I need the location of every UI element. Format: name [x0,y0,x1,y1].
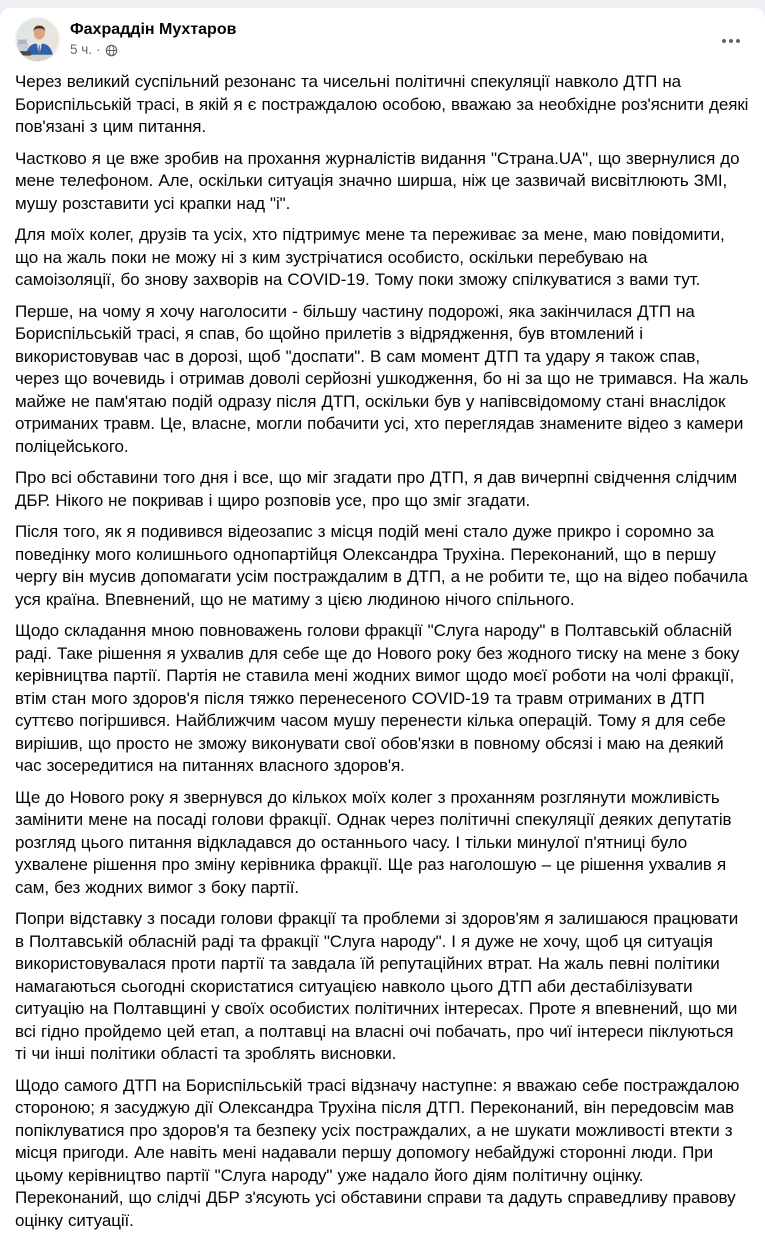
post-paragraph: Частково я це вже зробив на прохання журналістів видання "Страна.UA", що звернулися до мене телефоном. Але, оскільки ситуація значно ширша, ніж це зазвичай висвітлюють ЗМІ, мушу розставити усі крапки над "і". [15,148,740,213]
post-paragraph: Через великий суспільний резонанс та чисельні політичні спекуляції навколо ДТП на Бориспільській трасі, в якій я є постраждалою особою, вважаю за необхідне роз'яснити деякі пов'язані з цим питання. [15,72,749,136]
more-options-button[interactable] [713,23,749,59]
post-paragraph: Щодо самого ДТП на Бориспільській трасі відзначу наступне: я вважаю себе постраждалою стороною; я засуджую дії Олександра Трухіна після ДТП. Переконаний, він передовсім мав попіклуватися про здоров'я та безпеку усіх постраждалих, а не шукати можливості втекти з місця пригоди. Але навіть мені надавали першу допомогу небайдужі сторонні люди. При цьому керівництво партії "Слуга народу" уже надало його діям політичну оцінку. Переконаний, що слідчі ДБР з'ясують усі обставини справи та дадуть справедливу правову оцінку ситуації. [15,1075,740,1230]
post-paragraph: Для моїх колег, друзів та усіх, хто підтримує мене та переживає за мене, маю повідомити, що на жаль поки не можу ні з ким зустрічатися особисто, оскільки перебуваю на самоізоляції, бо знову захворів на COVID-19. Тому поки зможу спілкуватися з вами тут. [15,225,725,289]
post-text [0,67,765,1235]
ellipsis-dot [722,39,726,43]
post-header [0,8,765,67]
author-name[interactable]: Фахраддін Мухтаров [70,21,237,38]
post-paragraph: Попри відставку з посади голови фракції та проблеми зі здоров'ям я залишаюся працювати в Полтавській обласній раді та фракції "Слуга народу". І я дуже не хочу, щоб ця ситуація використовувалася проти партії та завдала їй репутаційних втрат. На жаль певні політики намагаються сьогодні скористатися ситуацією навколо цього ДТП аби дестабілізувати ситуацію на Полтавщині у своїх особистих політичних інтересах. Проте я впевнений, що ми всі гідно пройдемо цей етап, а полтавці на власні очі побачать, про чиї інтереси піклуються ті чи інші політики області та зроблять висновки. [15,909,739,1063]
globe-icon [105,43,118,57]
post-paragraph: Після того, як я подивився відеозапис з місця подій мені стало дуже прикро і соромно за поведінку мого колишнього однопартійця Олександра Трухіна. Переконаний, що в першу чергу він мусив допомагати усім постраждалим в ДТП, а не робити те, що на відео побачила уся країна. Впевнений, що не матиму з цією людиною нічого спільного. [15,522,748,609]
post-card [0,8,765,1235]
post-meta [70,42,713,58]
timestamp[interactable]: 5 ч. [70,42,93,57]
ellipsis-dot [729,39,733,43]
post-paragraph: Ще до Нового року я звернувся до кількох моїх колег з проханням розглянути можливість замінити мене на посаді голови фракції. Однак через політичні спекуляції деяких депутатів розгляд цього питання відкладався до останнього часу. І тільки минулої п'ятниці було ухвалене рішення про зміну керівника фракції. Ще раз наголошую – це рішення ухвалив я сам, без жодних вимог з боку партії. [15,787,732,897]
avatar[interactable] [15,17,60,62]
post-paragraph: Про всі обставини того дня і все, що міг згадати про ДТП, я дав вичерпні свідчення слідчим ДБР. Нікого не покривав і щиро розповів усе, про що зміг згадати. [15,468,738,510]
post-paragraph: Перше, на чому я хочу наголосити - більшу частину подорожі, яка закінчилася ДТП на Бориспільській трасі, я спав, бо щойно прилетів з відрядження, був втомлений і використовував час в дорозі, щоб "доспати". В сам момент ДТП та удару я також спав, через що вочевидь і отримав доволі серйозні ушкодження, бо ні за що не тримався. На жаль майже не пам'ятаю подій одразу після ДТП, оскільки був у напівсвідомому стані внаслідок отриманих травм. Це, власне, могли побачити усі, хто переглядав знамените відео з камери поліцейського. [15,301,749,456]
header-info [70,17,713,58]
ellipsis-dot [736,39,740,43]
meta-separator: · [96,42,101,57]
avatar-image [16,18,59,61]
post-paragraph: Щодо складання мною повноважень голови фракції "Слуга народу" в Полтавській обласній раді. Таке рішення я ухвалив для себе ще до Нового року без жодного тиску на мене з боку керівництва партії. Партія не ставила мені жодних вимог щодо моєї роботи на чолі фракції, втім стан мого здоров'я після тяжко перенесеного COVID-19 та травм отриманих в ДТП суттєво погіршився. Найближчим часом мушу перенести кілька операцій. Тому я для себе вирішив, що просто не зможу виконувати свої обов'язки в повному обсязі і маю на деякий час зосередитися на питаннях власного здоров'я. [15,621,740,775]
